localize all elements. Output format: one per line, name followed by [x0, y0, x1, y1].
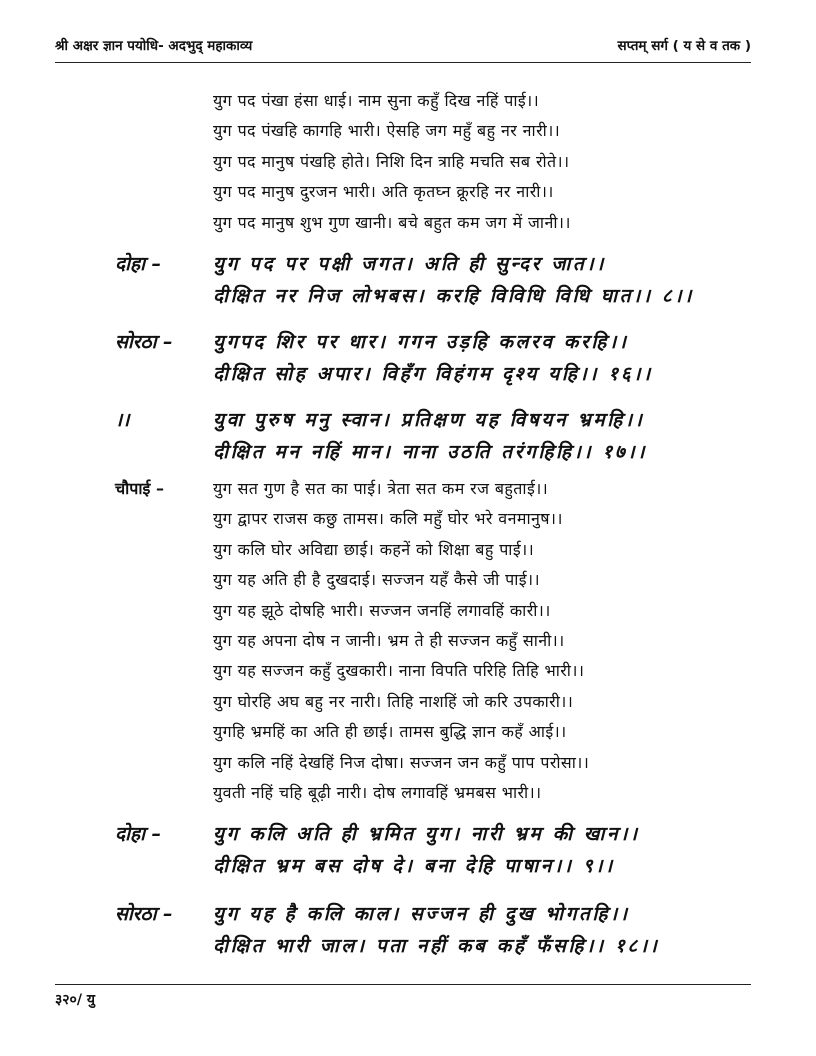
verse-line: युवा पुरुष मनु स्वान। प्रतिक्षण यह विषयन भ्रमहि।।	[213, 409, 645, 431]
verse-line: दीक्षित नर निज लोभबस। करहि विविधि विधि घात।। ८।।	[213, 285, 694, 307]
block-label: ।।	[115, 409, 130, 431]
verse-line: युग पद मानुष दुरजन भारी। अति कृतघ्न क्रूरहि नर नारी।।	[213, 182, 554, 202]
verse-line: दीक्षित भारी जाल। पता नहीं कब कहँ फँसहि।। १८।।	[213, 935, 660, 957]
book-title: श्री अक्षर ज्ञान पयोधि- अदभुद् महाकाव्य	[55, 38, 253, 54]
block-label: दोहा –	[115, 253, 162, 275]
verse-line: युग यह है कलि काल। सज्जन ही दुख भोगतहि।।	[213, 903, 630, 925]
page-header	[55, 36, 751, 58]
verse-line: युग यह अपना दोष न जानी। भ्रम ते ही सज्जन कहुँ सानी।।	[213, 630, 565, 650]
block-label: सोरठा –	[115, 903, 173, 925]
verse-line: युग पद मानुष पंखहि होते। निशि दिन त्राहि मचति सब रोते।।	[213, 151, 570, 171]
verse-line: युग कलि घोर अविद्या छाई। कहनें को शिक्षा बहु पाई।।	[213, 539, 535, 559]
verse-line: दीक्षित भ्रम बस दोष दे। बना देहि पाषान।। ९।।	[213, 855, 615, 877]
verse-line: युग पद पर पक्षी जगत। अति ही सुन्दर जात।।	[213, 253, 606, 275]
verse-line: युग घोरहि अघ बहु नर नारी। तिहि नाशहिं जो करि उपकारी।।	[213, 691, 574, 711]
verse-line: युग कलि नहिं देखहिं निज दोषा। सज्जन जन कहुँ पाप परोसा।।	[213, 752, 590, 772]
header-divider	[55, 62, 751, 63]
verse-line: दीक्षित सोह अपार। विहँग विहंगम दृश्य यहि।। १६।।	[213, 363, 653, 385]
verse-line: युग कलि अति ही भ्रमित युग। नारी भ्रम की खान।।	[213, 823, 640, 845]
page-number: ३२०/ यु	[55, 992, 95, 1008]
verse-line: युग यह सज्जन कहुँ दुखकारी। नाना विपति परिहि तिहि भारी।।	[213, 661, 585, 681]
block-label: चौपाई –	[115, 479, 164, 498]
verse-line: युग द्वापर राजस कछु तामस। कलि महुँ घोर भरे वनमानुष।।	[213, 509, 563, 529]
verse-line: युगहि भ्रमहिं का अति ही छाई। तामस बुद्धि ज्ञान कहँ आई।।	[213, 722, 567, 742]
verse-line: युग यह झूठे दोषहि भारी। सज्जन जनहिं लगावहिं कारी।।	[213, 600, 551, 620]
block-label: सोरठा –	[115, 331, 173, 353]
verse-line: युग सत गुण है सत का पाई। त्रेता सत कम रज बहुताई।।	[213, 479, 549, 498]
verse-line: दीक्षित मन नहिं मान। नाना उठति तरंगहिहि।। १७।।	[213, 441, 647, 463]
chapter-title: सप्तम् सर्ग ( य से व तक )	[617, 38, 751, 54]
block-label: दोहा –	[115, 823, 162, 845]
verse-line: युग यह अति ही है दुखदाई। सज्जन यहँ कैसे जी पाई।।	[213, 570, 540, 590]
verse-line: युग पद मानुष शुभ गुण खानी। बचे बहुत कम जग में जानी।।	[213, 212, 571, 232]
verse-line: युवती नहिं चहि बूढ़ी नारी। दोष लगावहिं भ्रमबस भारी।।	[213, 782, 542, 802]
verse-line: युग पद पंखा हंसा धाई। नाम सुना कहुँ दिख नहिं पाई।।	[213, 91, 540, 110]
verse-line: युग पद पंखहि कागहि भारी। ऐसहि जग महुँ बहु नर नारी।।	[213, 121, 561, 141]
footer-divider	[55, 984, 751, 985]
verse-line: युगपद शिर पर धार। गगन उड़हि कलरव करहि।।	[213, 331, 629, 353]
